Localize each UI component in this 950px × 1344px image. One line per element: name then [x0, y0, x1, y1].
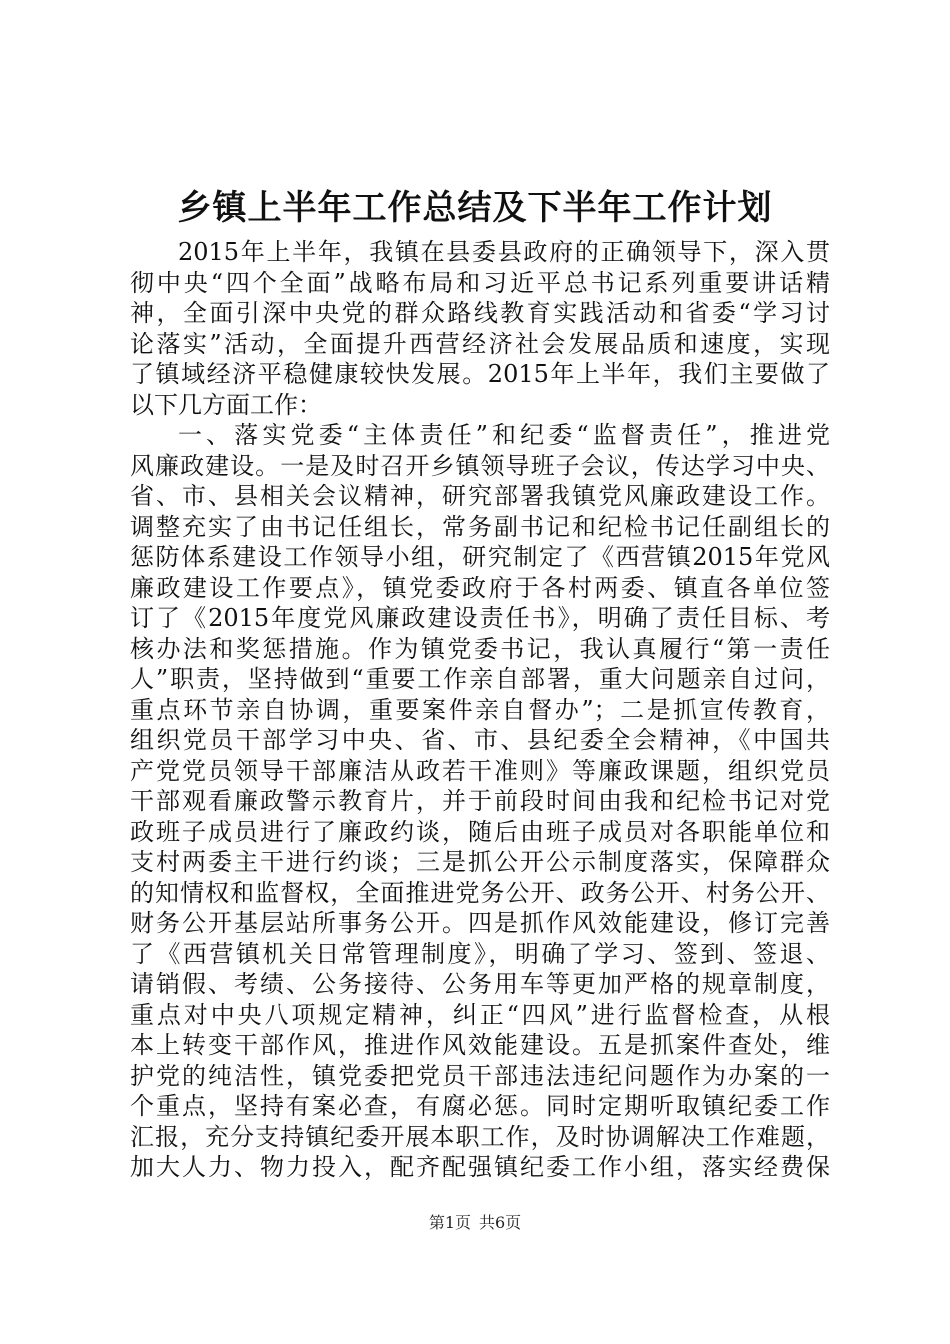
paragraph-2	[130, 420, 830, 1183]
document-title: 乡镇上半年工作总结及下半年工作计划	[177, 188, 773, 228]
text-line: 重点对中央八项规定精神，纠正“四风”进行监督检查，从根	[130, 1000, 830, 1029]
page-footer	[0, 1212, 950, 1234]
text-line: 个重点，坚持有案必查，有腐必惩。同时定期听取镇纪委工作	[130, 1092, 830, 1120]
text-line: 订了《2015年度党风廉政建设责任书》，明确了责任目标、考	[130, 604, 830, 632]
text-line: 神，全面引深中央党的群众路线教育实践活动和省委“学习讨	[130, 299, 830, 327]
text-line: 重点环节亲自协调，重要案件亲自督办”；二是抓宣传教育，	[130, 695, 830, 724]
text-line: 组织党员干部学习中央、省、市、县纪委全会精神，《中国共	[130, 726, 830, 754]
document-body	[130, 237, 830, 1183]
text-line: 核办法和奖惩措施。作为镇党委书记，我认真履行“第一责任	[130, 634, 830, 663]
text-line: 汇报，充分支持镇纪委开展本职工作，及时协调解决工作难题，	[130, 1122, 830, 1151]
text-line: 人”职责，坚持做到“重要工作亲自部署，重大问题亲自过问，	[130, 665, 830, 693]
text-line: 的知情权和监督权，全面推进党务公开、政务公开、村务公开、	[130, 878, 830, 907]
paragraph-1	[130, 237, 830, 420]
text-line: 了《西营镇机关日常管理制度》，明确了学习、签到、签退、	[130, 939, 830, 968]
text-line: 惩防体系建设工作领导小组，研究制定了《西营镇2015年党风	[130, 543, 830, 571]
text-line: 一、落实党委“主体责任”和纪委“监督责任”，推进党	[178, 421, 830, 449]
text-line: 支村两委主干进行约谈；三是抓公开公示制度落实，保障群众	[130, 848, 830, 876]
text-line: 请销假、考绩、公务接待、公务用车等更加严格的规章制度，	[130, 970, 830, 998]
text-line: 廉政建设工作要点》，镇党委政府于各村两委、镇直各单位签	[130, 573, 830, 602]
text-line: 护党的纯洁性，镇党委把党员干部违法违纪问题作为办案的一	[130, 1061, 830, 1090]
text-line: 本上转变干部作风，推进作风效能建设。五是抓案件查处，维	[130, 1031, 830, 1059]
text-line: 彻中央“四个全面”战略布局和习近平总书记系列重要讲话精	[130, 268, 830, 297]
text-line: 政班子成员进行了廉政约谈，随后由班子成员对各职能单位和	[130, 817, 830, 846]
text-line: 产党党员领导干部廉洁从政若干准则》等廉政课题，组织党员	[130, 756, 830, 785]
text-line: 财务公开基层站所事务公开。四是抓作风效能建设，修订完善	[130, 909, 830, 937]
text-line: 风廉政建设。一是及时召开乡镇领导班子会议，传达学习中央、	[130, 451, 830, 480]
text-line: 加大人力、物力投入，配齐配强镇纪委工作小组，落实经费保	[130, 1153, 830, 1181]
page-total: 共6页	[479, 1213, 522, 1232]
text-line: 2015年上半年，我镇在县委县政府的正确领导下，深入贯	[178, 238, 830, 266]
text-line: 了镇域经济平稳健康较快发展。2015年上半年，我们主要做了	[130, 360, 830, 388]
text-line: 调整充实了由书记任组长，常务副书记和纪检书记任副组长的	[130, 512, 830, 541]
text-line: 以下几方面工作：	[130, 390, 322, 419]
text-line: 省、市、县相关会议精神，研究部署我镇党风廉政建设工作。	[130, 482, 830, 510]
text-line: 干部观看廉政警示教育片，并于前段时间由我和纪检书记对党	[130, 787, 830, 815]
page-number: 第1页	[428, 1213, 471, 1232]
text-line: 论落实”活动，全面提升西营经济社会发展品质和速度，实现	[130, 329, 830, 358]
